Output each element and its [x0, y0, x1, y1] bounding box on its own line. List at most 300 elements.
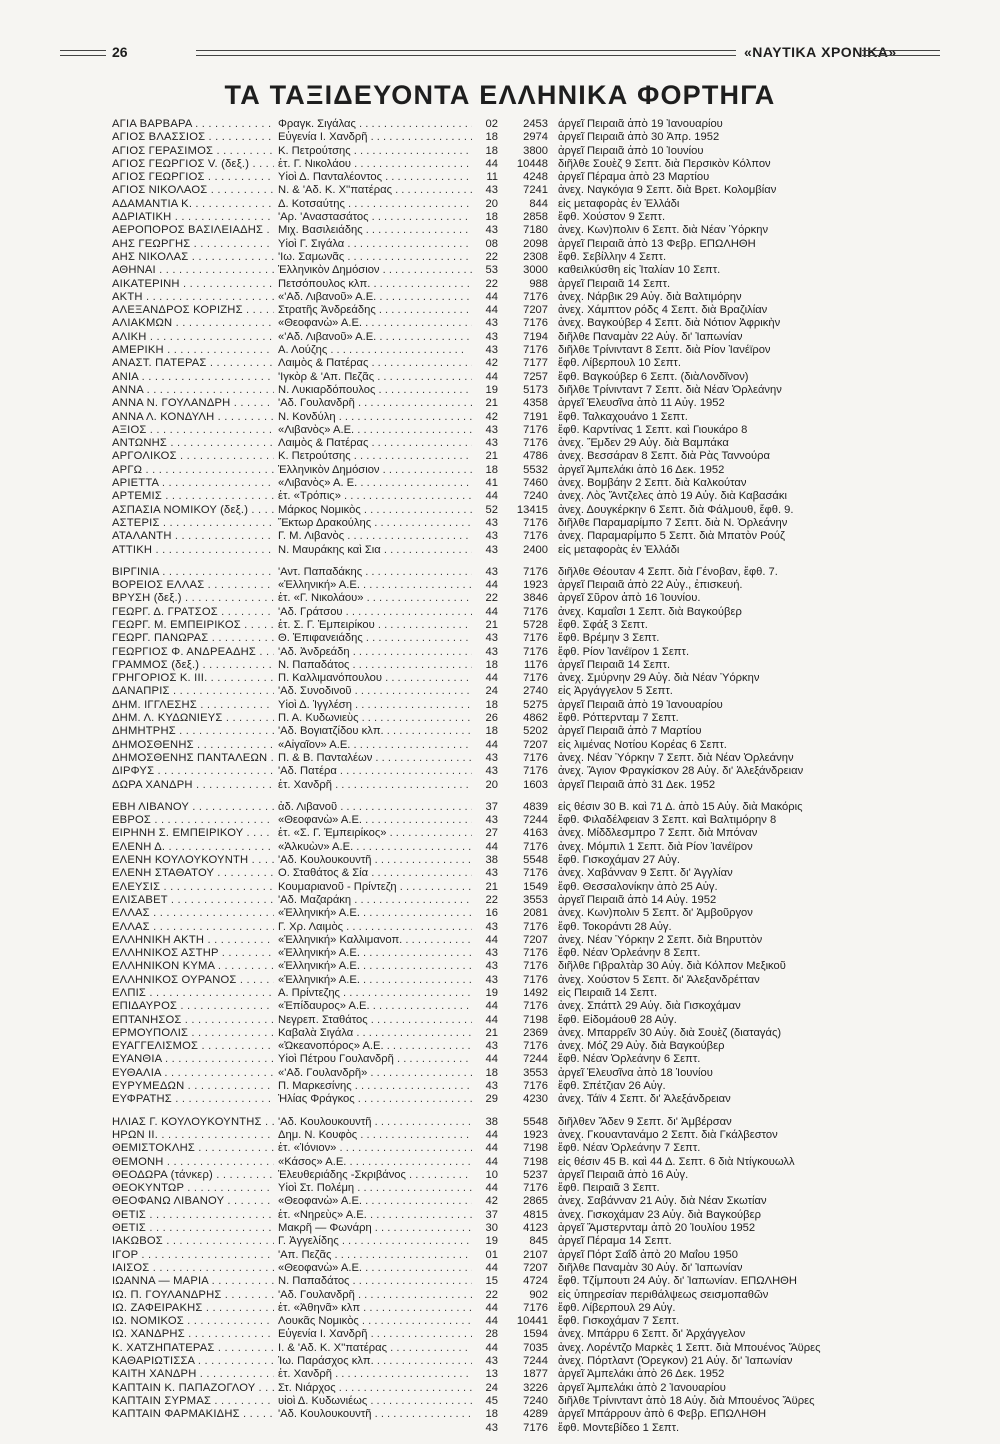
ship-year: 43	[485, 565, 498, 578]
ship-status: ἔφθ. Χούστον 9 Σεπτ.	[558, 211, 666, 224]
ship-owner: Στ. Νιάρχος . . .	[278, 1382, 472, 1395]
ship-year: 22	[485, 250, 498, 263]
ship-name: ΑΙΚΑΤΕΡΙΝΗ . . .	[112, 278, 274, 291]
ship-name: ΒΙΡΓΙΝΙΑ . . .	[112, 566, 274, 579]
table-row	[112, 801, 972, 814]
ship-status: ἀργεῖ Ἐλευσῖνα ἀπὸ 18 Ἰουνίου	[558, 1066, 713, 1079]
ship-tonnage: 7176	[523, 290, 548, 303]
ship-tonnage: 7244	[523, 1053, 548, 1066]
table-row	[112, 1116, 972, 1129]
ship-tonnage: 7176	[523, 947, 548, 960]
ship-owner: 'Αντ. Παπαδάκης . . .	[278, 566, 472, 579]
table-row	[112, 765, 972, 778]
ship-name: ΑΔΑΜΑΝΤΙΑ Κ. . . .	[112, 198, 274, 211]
ship-tonnage: 3000	[523, 264, 548, 277]
ship-name: ΕΛΠΙΣ . . .	[112, 987, 274, 1000]
ship-owner: «Ἑλληνική» Α.Ε. . . .	[278, 579, 472, 592]
table-row	[112, 238, 972, 251]
ship-owner: «Ἑλληνική» Α.Ε. . . .	[278, 960, 472, 973]
table-row	[112, 1315, 972, 1328]
ship-owner: Εὐγενία Ι. Χανδρῆ . . .	[278, 1328, 472, 1341]
table-row	[112, 1053, 972, 1066]
ship-owner: 'Αδ. Κουλουκουντῆ . . .	[278, 1116, 472, 1129]
ship-name: ΚΑΠΤΑΙΝ ΦΑΡΜΑΚΙΔΗΣ . . .	[112, 1408, 274, 1421]
ship-name: ΚΑΠΤΑΙΝ Κ. ΠΑΠΑΖΟΓΛΟΥ . . .	[112, 1382, 274, 1395]
ship-year: 21	[485, 397, 498, 410]
table-row	[112, 424, 972, 437]
ship-tonnage: 7177	[523, 357, 548, 370]
ship-name: ΕΥΘΑΛΙΑ . . .	[112, 1067, 274, 1080]
ship-tonnage: 5237	[523, 1168, 548, 1181]
ship-name: ΑΓΙΟΣ ΓΕΩΡΓΙΟΣ V. (δεξ.) . . .	[112, 158, 274, 171]
ship-owner: «'Αδ. Λιβανοῦ» Α.Ε. . . .	[278, 331, 472, 344]
ship-name: ΑΝΑΣΤ. ΠΑΤΕΡΑΣ . . .	[112, 357, 274, 370]
ship-owner: Στρατῆς Ἀνδρεάδης . . .	[278, 304, 472, 317]
ship-tonnage: 10448	[516, 157, 548, 170]
ship-tonnage: 7176	[523, 751, 548, 764]
ship-year: 37	[485, 1208, 498, 1221]
ship-tonnage: 7191	[523, 410, 548, 423]
ship-year: 44	[485, 1315, 498, 1328]
ship-owner: «Ἑλληνική» Α.Ε. . . .	[278, 974, 472, 987]
ship-status: ἀργεῖ Πόρτ Σαΐδ ἀπὸ 20 Μαΐου 1950	[558, 1248, 738, 1261]
ship-owner: Ἐλευθεριάδης -Σκριβάνος . . .	[278, 1169, 472, 1182]
ship-name: ΙΑΙΣΟΣ . . .	[112, 1262, 274, 1275]
ship-status: ἀνεχ. Τάϊν 4 Σεπτ. δι' Ἀλεξάνδρειαν	[558, 1093, 731, 1106]
ship-name: ΕΛΛΑΣ . . .	[112, 921, 274, 934]
table-row	[112, 712, 972, 725]
ship-status: ἀνεχ. Κων)πολιν 5 Σεπτ. δι' Ἀμβοῦργον	[558, 907, 753, 920]
table-row	[112, 278, 972, 291]
ship-group	[112, 566, 972, 792]
ship-year: 21	[485, 618, 498, 631]
ship-tonnage: 2858	[523, 211, 548, 224]
table-row	[112, 854, 972, 867]
ship-owner: ἐτ. «Τρόπις» . . .	[278, 490, 472, 503]
ship-year: 43	[485, 1421, 498, 1434]
ship-tonnage: 1923	[523, 1128, 548, 1141]
table-row	[112, 592, 972, 605]
ship-owner: υἱοὶ Δ. Κυδωνιέως . . .	[278, 1395, 472, 1408]
ship-name: ΔΗΜΟΣΘΕΝΗΣ ΠΑΝΤΑΛΕΩΝ . . .	[112, 752, 274, 765]
ship-owner: 'Αδ. Πατέρα . . .	[278, 765, 472, 778]
ship-owner: Π. Μαρκεσίνης . . .	[278, 1080, 472, 1093]
ship-name: ΑΡΓΩ . . .	[112, 464, 274, 477]
ship-year: 43	[485, 1355, 498, 1368]
table-row	[112, 291, 972, 304]
ship-year: 43	[485, 184, 498, 197]
table-row	[112, 1395, 972, 1408]
ship-tonnage: 7176	[523, 344, 548, 357]
table-row	[112, 960, 972, 973]
ship-name: ΔΙΡΦΥΣ . . .	[112, 765, 274, 778]
ship-owner: ἀδ. Λιβανοῦ . . .	[278, 801, 472, 814]
ship-status: ἀνεχ. Γκουαντανάμο 2 Σεπτ. διὰ Γκάλβεστον	[558, 1128, 778, 1141]
ship-tonnage: 4123	[523, 1222, 548, 1235]
ship-name: ΑΣΠΑΣΙΑ ΝΟΜΙΚΟΥ (δεξ.) . . .	[112, 504, 274, 517]
ship-tonnage: 3226	[523, 1381, 548, 1394]
ship-owner: 'Αδ. Κουλουκουντῆ . . .	[278, 854, 472, 867]
ship-status: ἀργεῖ Πειραιᾶ ἀπὸ 10 Ἰουνίου	[558, 144, 704, 157]
ship-tonnage: 5548	[523, 1115, 548, 1128]
ship-status: ἀργεῖ Ἀμπελάκι ἀπὸ 2 Ἰανουαρίου	[558, 1381, 726, 1394]
ship-name: ΒΡΥΣΗ (δεξ.) . . .	[112, 592, 274, 605]
ship-owner: «Θεοφανὼ» Α.Ε. . . .	[278, 1262, 472, 1275]
ship-owner: «'Αδ. Γουλανδρῆ» . . .	[278, 1067, 472, 1080]
ship-name: ΑΛΙΚΗ . . .	[112, 331, 274, 344]
ship-year: 41	[485, 477, 498, 490]
ship-year: 26	[485, 712, 498, 725]
ship-name: ΕΛΕΝΗ ΚΟΥΛΟΥΚΟΥΝΤΗ . . .	[112, 854, 274, 867]
ship-owner: ἐτ. Χανδρῆ . . .	[278, 1368, 472, 1381]
ship-status: ἀργεῖ Πειραιᾶ ἀπὸ 16 Αὐγ.	[558, 1168, 689, 1181]
ship-owner: «Θεοφανὼ» Α.Ε. . . .	[278, 1195, 472, 1208]
ship-name: ΙΓΟΡ . . .	[112, 1249, 274, 1262]
ship-name: ΓΕΩΡΓΙΟΣ Φ. ΑΝΔΡΕΑΔΗΣ . . .	[112, 646, 274, 659]
ship-name: ΗΛΙΑΣ Γ. ΚΟΥΛΟΥΚΟΥΝΤΗΣ . . .	[112, 1116, 274, 1129]
ship-status: ἀνεχ. Σαβάνναν 21 Αὐγ. διὰ Νέαν Σκωτίαν	[558, 1195, 767, 1208]
ship-tonnage: 845	[529, 1235, 548, 1248]
ship-year: 44	[485, 157, 498, 170]
ship-tonnage: 4230	[523, 1093, 548, 1106]
ship-status: διῆλθε Τρίνινταντ ἀπὸ 18 Αὐγ. διὰ Μπουένος Ἄϋρες	[558, 1394, 815, 1407]
ship-year: 44	[485, 1142, 498, 1155]
ship-tonnage: 988	[529, 277, 548, 290]
table-row	[112, 1262, 972, 1275]
ship-owner: 'Αδ. Μαζαράκη . . .	[278, 894, 472, 907]
ship-owner: ἐτ. «Νηρεὺς» Α.Ε. . . .	[278, 1209, 472, 1222]
ship-tonnage: 5548	[523, 854, 548, 867]
ship-owner: Γ. Μ. Λιβανὸς . . .	[278, 530, 472, 543]
ship-status: διῆλθε Τρίνινταντ 7 Σεπτ. διὰ Νέαν Ὀρλεάνην	[558, 383, 782, 396]
ship-year: 44	[485, 933, 498, 946]
ship-year: 27	[485, 827, 498, 840]
ship-tonnage: 1492	[523, 987, 548, 999]
ship-name: ΕΛΕΝΗ Δ. . . .	[112, 841, 274, 854]
ship-status: εἰς θέσιν 45 Β. καὶ 44 Δ. Σεπτ. 6 διὰ Ντίγκουωλλ	[558, 1155, 795, 1168]
ship-name: ΙΩ. ΖΑΦΕΙΡΑΚΗΣ . . .	[112, 1302, 274, 1315]
ship-owner: Π. & Β. Πανταλέων . . .	[278, 752, 472, 765]
ship-status: άργεῖ Πειραιᾶ ἀπὸ 19 Ἰανουαρίου	[558, 118, 723, 130]
table-row	[112, 1129, 972, 1142]
ship-name: ΕΥΑΓΓΕΛΙΣΜΟΣ . . .	[112, 1040, 274, 1053]
ship-owner: 'Αδ. Συνοδινοῦ . . .	[278, 685, 472, 698]
ship-name: ΗΡΩΝ ΙΙ. . . .	[112, 1129, 274, 1142]
ship-year: 10	[485, 1168, 498, 1181]
ship-tonnage: 844	[529, 197, 548, 210]
ship-tonnage: 7176	[523, 867, 548, 880]
ship-year: 20	[485, 778, 498, 791]
ship-owner: Λουκᾶς Νομικὸς . . .	[278, 1315, 472, 1328]
table-row	[112, 464, 972, 477]
table-row	[112, 1027, 972, 1040]
table-row	[112, 1040, 972, 1053]
table-row	[112, 1422, 972, 1435]
ship-year: 44	[485, 605, 498, 618]
ship-tonnage: 2974	[523, 131, 548, 144]
ship-name: ΕΒΗ ΛΙΒΑΝΟΥ . . .	[112, 801, 274, 814]
table-row	[112, 397, 972, 410]
ship-name: ΕΡΜΟΥΠΟΛΙΣ . . .	[112, 1027, 274, 1040]
ship-name: ΙΩ. ΝΟΜΙΚΟΣ . . .	[112, 1315, 274, 1328]
ship-year: 21	[485, 450, 498, 463]
ship-status: εἰς θέσιν 30 Β. καὶ 71 Δ. ἀπὸ 15 Αὐγ. διὰ Μακόρις	[558, 800, 803, 813]
ship-name: ΘΕΜΟΝΗ . . .	[112, 1156, 274, 1169]
ship-name: ΕΛΛΗΝΙΚΟΣ ΟΥΡΑΝΟΣ . . .	[112, 974, 274, 987]
ship-status: ἀνεχ. Νάρβικ 29 Αὐγ. διὰ Βαλτιμόρην	[558, 290, 742, 303]
ship-year: 18	[485, 725, 498, 738]
ship-year: 44	[485, 1341, 498, 1354]
ship-year: 43	[485, 344, 498, 357]
table-row	[112, 685, 972, 698]
ship-name: ΔΗΜΟΣΘΕΝΗΣ . . .	[112, 739, 274, 752]
table-row	[112, 1249, 972, 1262]
ship-status: ἀργεῖ Πειραιᾶ ἀπὸ 30 Ἀπρ. 1952	[558, 131, 720, 144]
ship-owner: Α. Λούζης . . .	[278, 344, 472, 357]
ship-owner: Φραγκ. Σιγάλας . . .	[278, 118, 472, 131]
ship-status: ἔφθ. Βαγκούβερ 6 Σεπτ. (διὰΛονδῖνον)	[558, 370, 749, 383]
table-row	[112, 1302, 972, 1315]
ship-name: ΓΕΩΡΓ. Μ. ΕΜΠΕΙΡΙΚΟΣ . . .	[112, 619, 274, 632]
table-row	[112, 1142, 972, 1155]
ship-status: ἀνεχ. Καμαΐσι 1 Σεπτ. διὰ Βαγκούβερ	[558, 605, 742, 618]
ship-name: ΒΟΡΕΙΟΣ ΕΛΛΑΣ . . .	[112, 579, 274, 592]
ship-status: ἀνεχ. Ναγκόγια 9 Σεπτ. διὰ Βρετ. Κολομβίαν	[558, 184, 777, 197]
ship-tonnage: 7180	[523, 224, 548, 237]
ship-year: 44	[485, 672, 498, 685]
ship-year: 45	[485, 1394, 498, 1407]
ship-tonnage: 2740	[523, 685, 548, 698]
table-row	[112, 725, 972, 738]
ship-tonnage: 1603	[523, 778, 548, 791]
table-row	[112, 739, 972, 752]
ship-year: 08	[485, 237, 498, 250]
ship-tonnage: 7176	[523, 840, 548, 853]
table-row	[112, 1195, 972, 1208]
table-row	[112, 131, 972, 144]
ship-owner: 'Αρ. 'Αναστασάτος . . .	[278, 211, 472, 224]
table-row	[112, 921, 972, 934]
table-row	[112, 344, 972, 357]
ship-owner: Γ. Ἀγγελίδης . . .	[278, 1235, 472, 1248]
ship-owner: Υἱοὶ Πέτρου Γουλανδρῆ . . .	[278, 1053, 472, 1066]
ship-owner: «Ἑλληνική» Α.Ε. . . .	[278, 907, 472, 920]
ship-owner: «Ὠκεανοπόρος» Α.Ε. . . .	[278, 1040, 472, 1053]
ship-owner: 'Αδ. Γράτσου . . .	[278, 606, 472, 619]
ship-owner: 'Αδ. Γουλανδρῆ . . .	[278, 1289, 472, 1302]
table-row	[112, 974, 972, 987]
ship-status: ἀνεχ. Ἅγιον Φραγκίσκον 28 Αὐγ. δι' Ἀλεξάνδρειαν	[558, 765, 804, 778]
ship-owner: ἐτ. Γ. Νικολάου . . .	[278, 158, 472, 171]
ship-name: ΑΡΤΕΜΙΣ . . .	[112, 490, 274, 503]
table-row	[112, 530, 972, 543]
ship-name: ΑΝΙΑ . . .	[112, 371, 274, 384]
ship-tonnage: 1176	[523, 658, 548, 671]
ship-tonnage: 4358	[523, 397, 548, 410]
table-row	[112, 504, 972, 517]
ship-tonnage: 7176	[523, 437, 548, 450]
ship-name: ΕΒΡΟΣ . . .	[112, 814, 274, 827]
ship-name: ΑΓΙΟΣ ΓΕΩΡΓΙΟΣ . . .	[112, 171, 274, 184]
ship-owner: Καβαλὰ Σιγάλα . . .	[278, 1027, 472, 1040]
ship-owner: 'Αδ. Βογιατζίδου κλπ. . . .	[278, 725, 472, 738]
table-row	[112, 450, 972, 463]
ship-year: 44	[485, 490, 498, 503]
ship-name: ΑΝΤΩΝΗΣ . . .	[112, 437, 274, 450]
table-row	[112, 1222, 972, 1235]
ship-name: ΘΕΜΙΣΤΟΚΛΗΣ . . .	[112, 1142, 274, 1155]
ship-tonnage: 7176	[523, 1080, 548, 1093]
ship-year: 21	[485, 1026, 498, 1039]
ship-year: 43	[485, 645, 498, 658]
ship-tonnage: 7198	[523, 1142, 548, 1155]
ship-status: ἀργεῖ Πειραιᾶ ἀπὸ 13 Φεβρ. ΕΠΩΛΗΘΗ	[558, 237, 756, 250]
ship-owner: Υἱοὶ Δ. Ἰγγλέση . . .	[278, 699, 472, 712]
ship-tonnage: 7257	[523, 370, 548, 383]
ship-tonnage: 7460	[523, 477, 548, 490]
table-row	[112, 384, 972, 397]
table-row	[112, 632, 972, 645]
ship-status: ἀνεχ. Μόζ 29 Αὐγ. διὰ Βαγκούβερ	[558, 1040, 725, 1053]
ship-owner: Λαιμὸς & Πατέρας . . .	[278, 357, 472, 370]
ship-year: 44	[485, 579, 498, 592]
table-row	[112, 184, 972, 197]
ship-owner: Μιχ. Βασιλειάδης . . .	[278, 224, 472, 237]
ship-tonnage: 7244	[523, 814, 548, 827]
ship-status: ἔφθ. Λίβερπουλ 10 Σεπτ.	[558, 357, 681, 370]
ship-status: ἔφθ. Βρέμην 3 Σεπτ.	[558, 632, 660, 645]
ship-tonnage: 3553	[523, 893, 548, 906]
table-row	[112, 304, 972, 317]
ship-tonnage: 1594	[523, 1328, 548, 1341]
ship-tonnage: 7176	[523, 516, 548, 529]
ship-year: 42	[485, 357, 498, 370]
ship-status: εἰς λιμένας Νοτίου Κορέας 6 Σεπτ.	[558, 738, 727, 751]
ship-year: 19	[485, 987, 498, 999]
ship-status: διῆλθε Παραμαρίμπο 7 Σεπτ. διὰ Ν. Ὀρλεάνην	[558, 516, 788, 529]
ship-tonnage: 7194	[523, 330, 548, 343]
ship-year: 43	[485, 516, 498, 529]
ship-year: 43	[485, 920, 498, 933]
ship-status: ἀνεχ. Βομβάην 2 Σεπτ. διὰ Καλκούταν	[558, 477, 747, 490]
ship-owner: Μακρῆ — Φωνάρη . . .	[278, 1222, 472, 1235]
ship-status: ἔφθ. Φιλαδέλφειαν 3 Σεπτ. καὶ Βαλτιμόρην 8	[558, 814, 777, 827]
table-row	[112, 224, 972, 237]
ship-status: διῆλθε Θέουταν 4 Σεπτ. διὰ Γένοβαν, ἔφθ. 7.	[558, 565, 778, 578]
table-row	[112, 659, 972, 672]
ship-status: ἀνεχ. Σπάττλ 29 Αὐγ. διὰ Γισκοχάμαν	[558, 1000, 741, 1013]
table-row	[112, 1182, 972, 1195]
ship-tonnage: 2098	[523, 237, 548, 250]
ship-name: ΑΞΙΟΣ . . .	[112, 424, 274, 437]
ship-tonnage: 7176	[523, 423, 548, 436]
ship-status: ἔφθ. Πειραιᾶ 3 Σεπτ.	[558, 1182, 660, 1195]
table-row	[112, 646, 972, 659]
table-row	[112, 357, 972, 370]
magazine-title: «ΝΑΥΤΙΚΑ ΧΡΟΝΙΚΑ»	[744, 44, 897, 60]
ship-status: ἔφθ. Λίβερπουλ 29 Αὐγ.	[558, 1301, 676, 1314]
ship-year: 42	[485, 410, 498, 423]
table-row	[112, 1014, 972, 1027]
table-row	[112, 331, 972, 344]
ship-year: 44	[485, 1301, 498, 1314]
table-row	[112, 371, 972, 384]
ship-year: 52	[485, 503, 498, 516]
ship-year: 43	[485, 543, 498, 556]
ship-status: εἰς μεταφορὰς ἐν Ἑλλάδι	[558, 543, 680, 556]
ship-name: ΑΣΤΕΡΙΣ . . .	[112, 517, 274, 530]
ship-tonnage: 1877	[523, 1368, 548, 1381]
ship-year: 18	[485, 211, 498, 224]
table-row	[112, 437, 972, 450]
table-row	[112, 477, 972, 490]
ship-owner: ἐτ. «Γ. Νικολάου» . . .	[278, 592, 472, 605]
ship-status: ἀνεχ. Παραμαρίμπο 5 Σεπτ. διὰ Μπατὸν Ρούζ	[558, 530, 785, 543]
table-row	[112, 1382, 972, 1395]
ship-year: 44	[485, 1182, 498, 1195]
ship-year: 44	[485, 1155, 498, 1168]
ship-status: ἔφθ. Ρίον Ἰανέϊρον 1 Σεπτ.	[558, 645, 690, 658]
ship-owner: «Θεοφανὼ» Α.Ε. . . .	[278, 317, 472, 330]
ship-status: ἔφθ. Νέαν Ὀρλεάνην 6 Σεπτ.	[558, 1053, 701, 1066]
ship-year: 38	[485, 1115, 498, 1128]
table-row	[112, 907, 972, 920]
ship-year: 44	[485, 738, 498, 751]
ship-group	[112, 1116, 972, 1435]
ship-tonnage: 2400	[523, 543, 548, 556]
ship-owner: Π. Α. Κυδωνιεὺς . . .	[278, 712, 472, 725]
ship-status: ἀνεχ. Βεσσάραν 8 Σεπτ. διὰ Ρὰς Ταννούρα	[558, 450, 770, 463]
table-row	[112, 827, 972, 840]
ship-tonnage: 7207	[523, 933, 548, 946]
ship-group	[112, 801, 972, 1107]
ship-year: 44	[485, 1013, 498, 1026]
ship-name: ΕΠΤΑΝΗΣΟΣ . . .	[112, 1014, 274, 1027]
ship-name: ΔΗΜΗΤΡΗΣ . . .	[112, 725, 274, 738]
ship-owner: ἐτ. «Ἀθηνᾶ» κλπ . . .	[278, 1302, 472, 1315]
ship-name: ΕΥΦΡΑΤΗΣ . . .	[112, 1093, 274, 1106]
ship-owner: Ο. Σταθάτος & Σία . . .	[278, 867, 472, 880]
table-row	[112, 1080, 972, 1093]
ship-status: ἀνεχ. Μπάρρυ 6 Σεπτ. δι' Ἀρχάγγελον	[558, 1328, 746, 1341]
ship-tonnage: 4786	[523, 450, 548, 463]
ship-tonnage: 4163	[523, 827, 548, 840]
ship-owner: 'Ιω. Σαμωνᾶς . . .	[278, 251, 472, 264]
ship-status: ἀργεῖ Ἀμπελάκι ἀπὸ 26 Δεκ. 1952	[558, 1368, 725, 1381]
ship-tonnage: 7035	[523, 1341, 548, 1354]
ship-owner: «Ἀλκυὼν» Α.Ε. . . .	[278, 841, 472, 854]
ship-year: 22	[485, 592, 498, 605]
ship-tonnage: 3553	[523, 1066, 548, 1079]
ship-status: ἔφθ. Καρντίνας 1 Σεπτ. καὶ Γιουκάρο 8	[558, 423, 748, 436]
ship-tonnage: 7176	[523, 672, 548, 685]
ship-name: ΔΩΡΑ ΧΑΝΔΡΗ . . .	[112, 779, 274, 792]
ship-name: ΑΚΤΗ . . .	[112, 291, 274, 304]
ship-name: ΑΛΙΑΚΜΩΝ . . .	[112, 317, 274, 330]
ship-status: ἀργεῖ Ἄμστερνταμ ἀπὸ 20 Ἰουλίου 1952	[558, 1222, 756, 1235]
ship-owner: «Ἑλληνική» Α.Ε. . . .	[278, 947, 472, 960]
table-row	[112, 881, 972, 894]
table-row	[112, 158, 972, 171]
ship-year: 43	[485, 437, 498, 450]
ship-year: 43	[485, 1080, 498, 1093]
ship-name: ΕΛΛΑΣ . . .	[112, 907, 274, 920]
table-row	[112, 211, 972, 224]
ship-status: καθειλκύσθη εἰς Ἰταλίαν 10 Σεπτ.	[558, 264, 721, 277]
ship-name: ΕΛΕΝΗ ΣΤΑΘΑΤΟΥ . . .	[112, 867, 274, 880]
ship-owner: «'Αδ. Λιβανοῦ» Α.Ε. . . .	[278, 291, 472, 304]
ship-year: 18	[485, 1066, 498, 1079]
